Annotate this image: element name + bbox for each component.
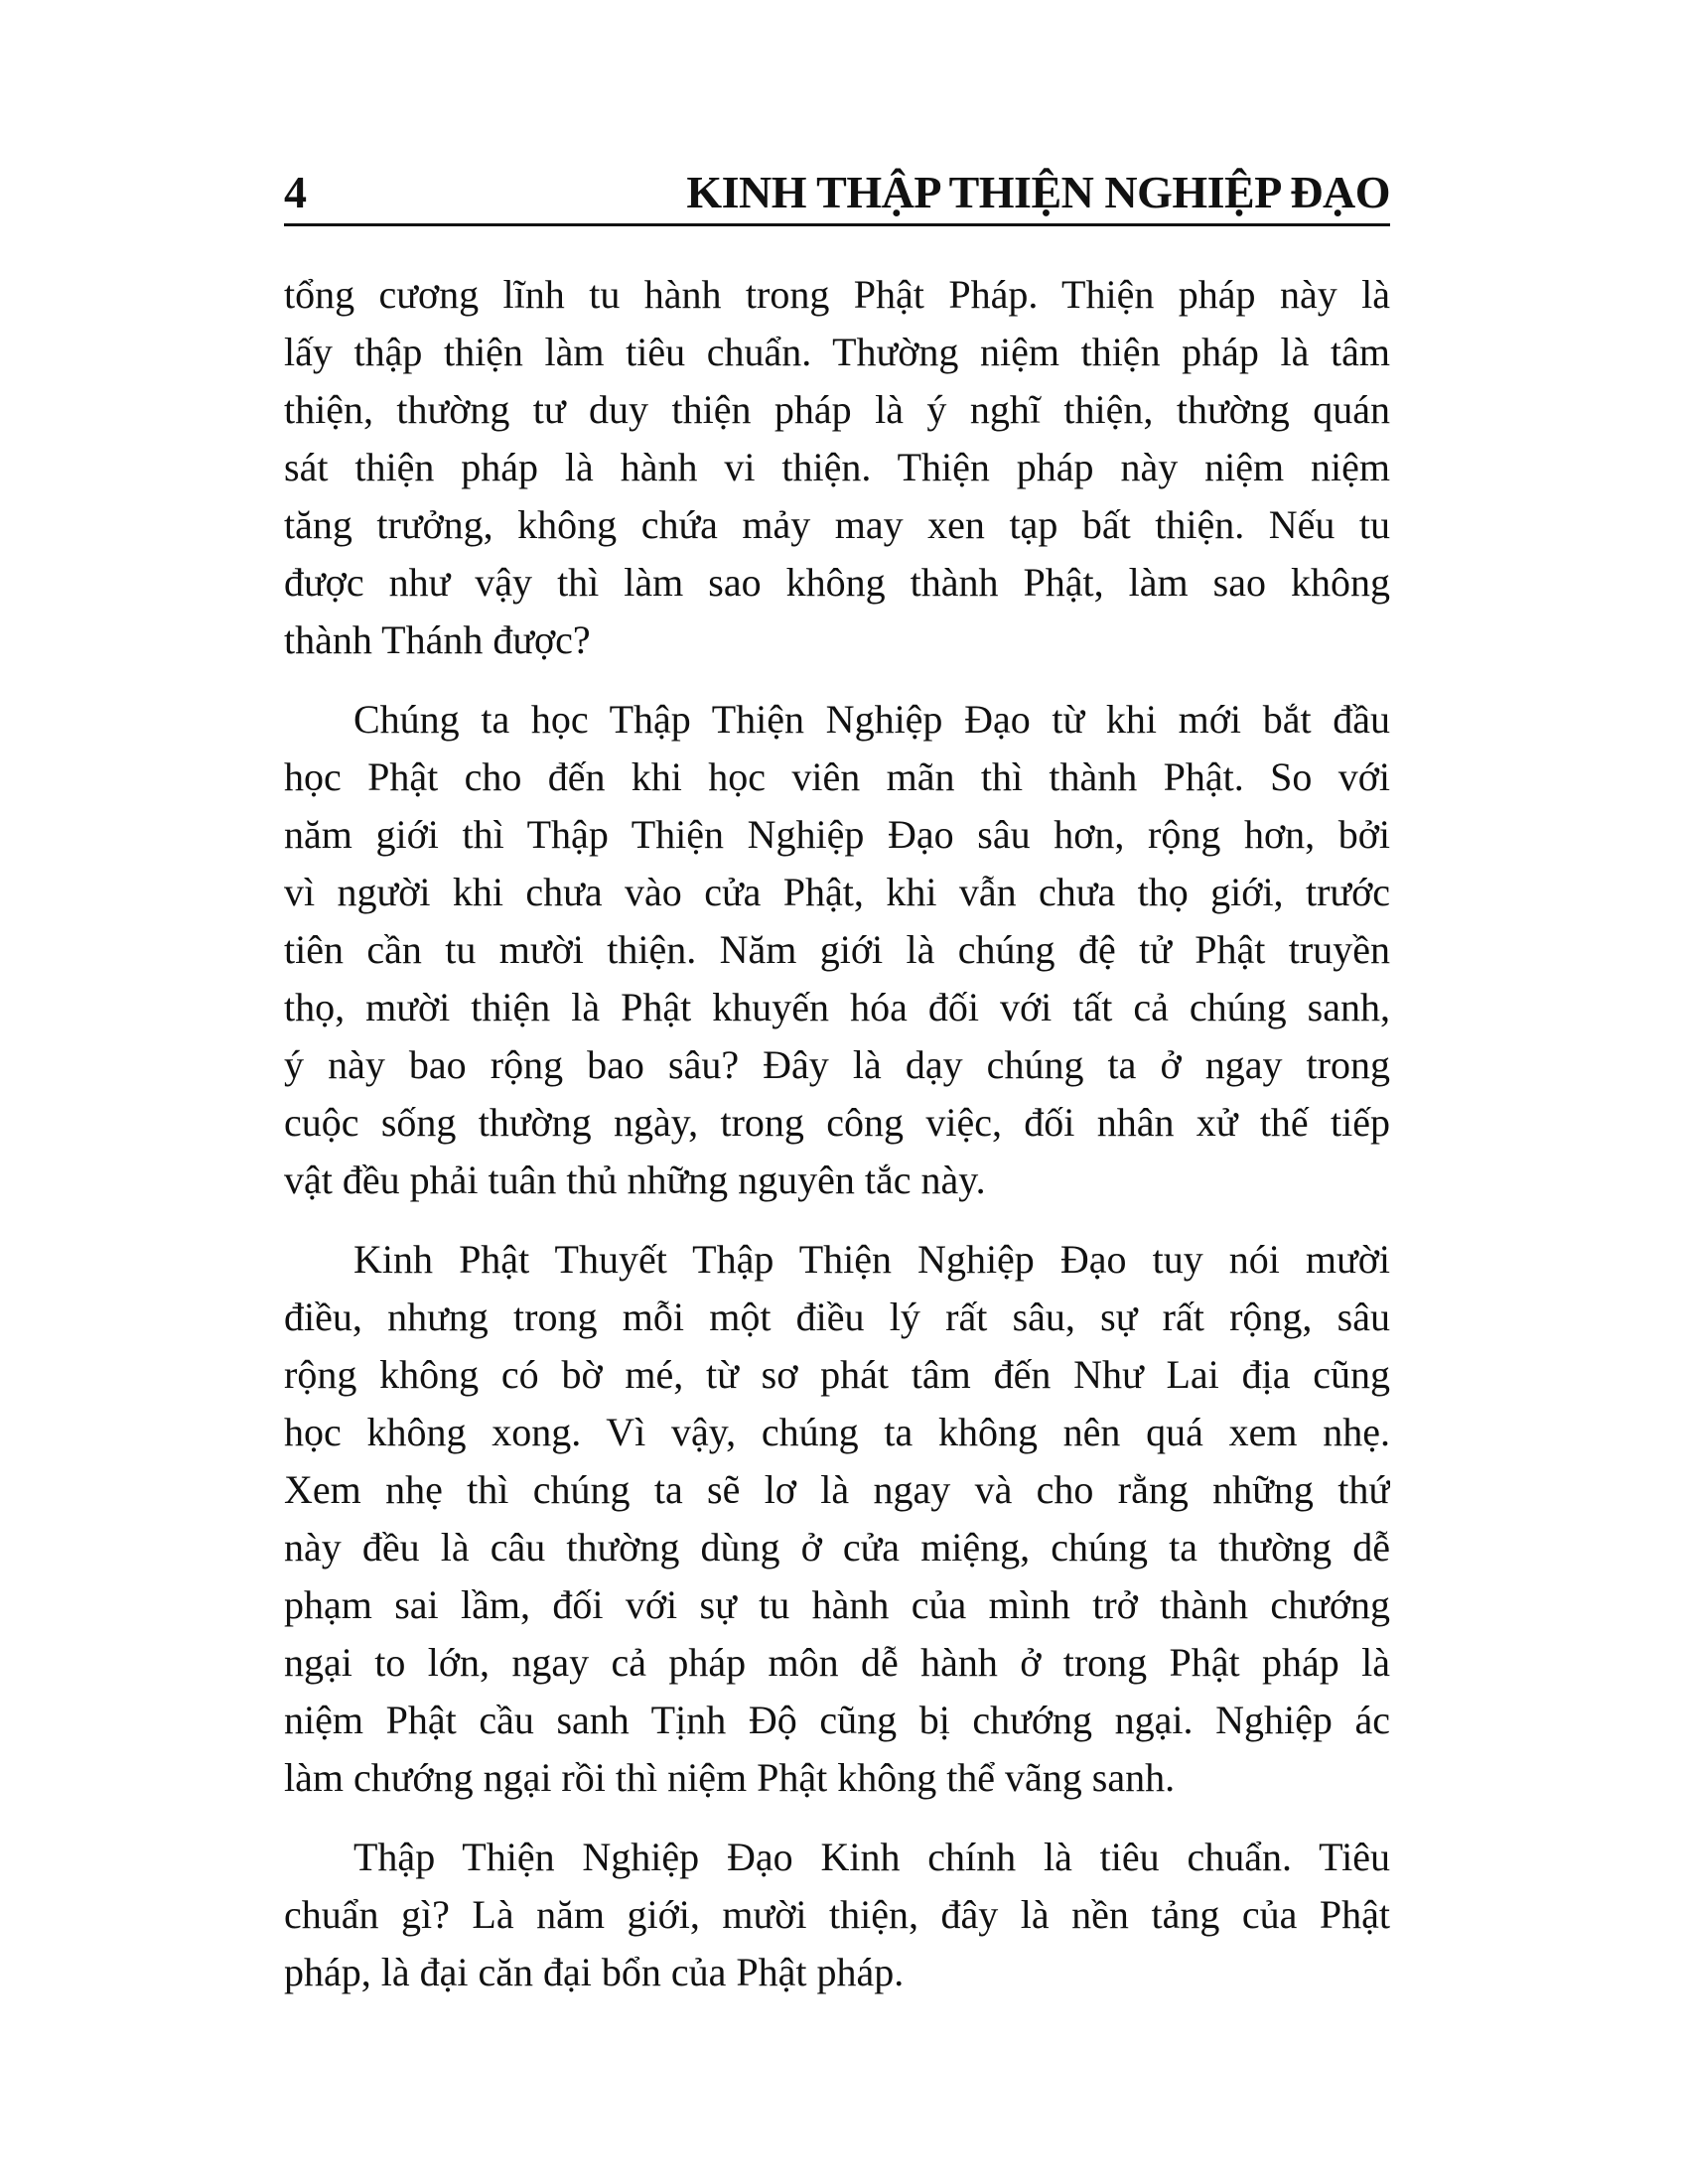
text-line: rộng không có bờ mé, từ sơ phát tâm đến Như Lai địa cũng	[284, 1352, 1390, 1397]
text-line: tăng trưởng, không chứa mảy may xen tạp bất thiện. Nếu tu	[284, 502, 1390, 547]
text-line: vì người khi chưa vào cửa Phật, khi vẫn chưa thọ giới, trước	[284, 870, 1390, 914]
text-line: chuẩn gì? Là năm giới, mười thiện, đây là nền tảng của Phật	[284, 1892, 1390, 1937]
paragraph	[284, 266, 1390, 669]
text-line: được như vậy thì làm sao không thành Phật, làm sao không	[284, 560, 1390, 605]
page-number: 4	[284, 167, 307, 217]
body-text	[284, 266, 1390, 2023]
running-title: KINH THẬP THIỆN NGHIỆP ĐẠO	[686, 167, 1390, 217]
text-line: Kinh Phật Thuyết Thập Thiện Nghiệp Đạo tuy nói mười	[353, 1237, 1390, 1282]
text-line: Thập Thiện Nghiệp Đạo Kinh chính là tiêu chuẩn. Tiêu	[353, 1835, 1390, 1879]
paragraph	[284, 691, 1390, 1209]
running-header	[284, 157, 1390, 226]
text-line: ý này bao rộng bao sâu? Đây là dạy chúng ta ở ngay trong	[284, 1042, 1390, 1087]
text-line: điều, nhưng trong mỗi một điều lý rất sâu, sự rất rộng, sâu	[284, 1295, 1390, 1339]
text-line: pháp, là đại căn đại bổn của Phật pháp.	[284, 1950, 905, 1994]
text-line: này đều là câu thường dùng ở cửa miệng, chúng ta thường dễ	[284, 1525, 1390, 1570]
text-line: thọ, mười thiện là Phật khuyến hóa đối với tất cả chúng sanh,	[284, 985, 1390, 1029]
text-line: Chúng ta học Thập Thiện Nghiệp Đạo từ khi mới bắt đầu	[353, 697, 1390, 742]
text-line: ngại to lớn, ngay cả pháp môn dễ hành ở trong Phật pháp là	[284, 1640, 1390, 1685]
book-page	[284, 0, 1390, 2184]
text-line: làm chướng ngại rồi thì niệm Phật không thể vãng sanh.	[284, 1755, 1176, 1800]
text-line: phạm sai lầm, đối với sự tu hành của mình trở thành chướng	[284, 1582, 1390, 1627]
text-line: niệm Phật cầu sanh Tịnh Độ cũng bị chướng ngại. Nghiệp ác	[284, 1698, 1390, 1742]
text-line: học Phật cho đến khi học viên mãn thì thành Phật. So với	[284, 754, 1390, 799]
text-line: lấy thập thiện làm tiêu chuẩn. Thường niệm thiện pháp là tâm	[284, 330, 1390, 374]
text-line: năm giới thì Thập Thiện Nghiệp Đạo sâu hơn, rộng hơn, bởi	[284, 812, 1390, 857]
text-line: tổng cương lĩnh tu hành trong Phật Pháp. Thiện pháp này là	[284, 272, 1390, 317]
paragraph	[284, 1829, 1390, 2001]
text-line: thành Thánh được?	[284, 617, 591, 662]
text-line: Xem nhẹ thì chúng ta sẽ lơ là ngay và cho rằng những thứ	[284, 1467, 1390, 1512]
text-line: vật đều phải tuân thủ những nguyên tắc này.	[284, 1158, 986, 1202]
text-line: thiện, thường tư duy thiện pháp là ý nghĩ thiện, thường quán	[284, 387, 1390, 432]
text-line: cuộc sống thường ngày, trong công việc, đối nhân xử thế tiếp	[284, 1100, 1390, 1145]
paragraph	[284, 1231, 1390, 1807]
text-line: học không xong. Vì vậy, chúng ta không nên quá xem nhẹ.	[284, 1410, 1390, 1454]
text-line: tiên cần tu mười thiện. Năm giới là chúng đệ tử Phật truyền	[284, 927, 1390, 972]
text-line: sát thiện pháp là hành vi thiện. Thiện pháp này niệm niệm	[284, 445, 1390, 489]
